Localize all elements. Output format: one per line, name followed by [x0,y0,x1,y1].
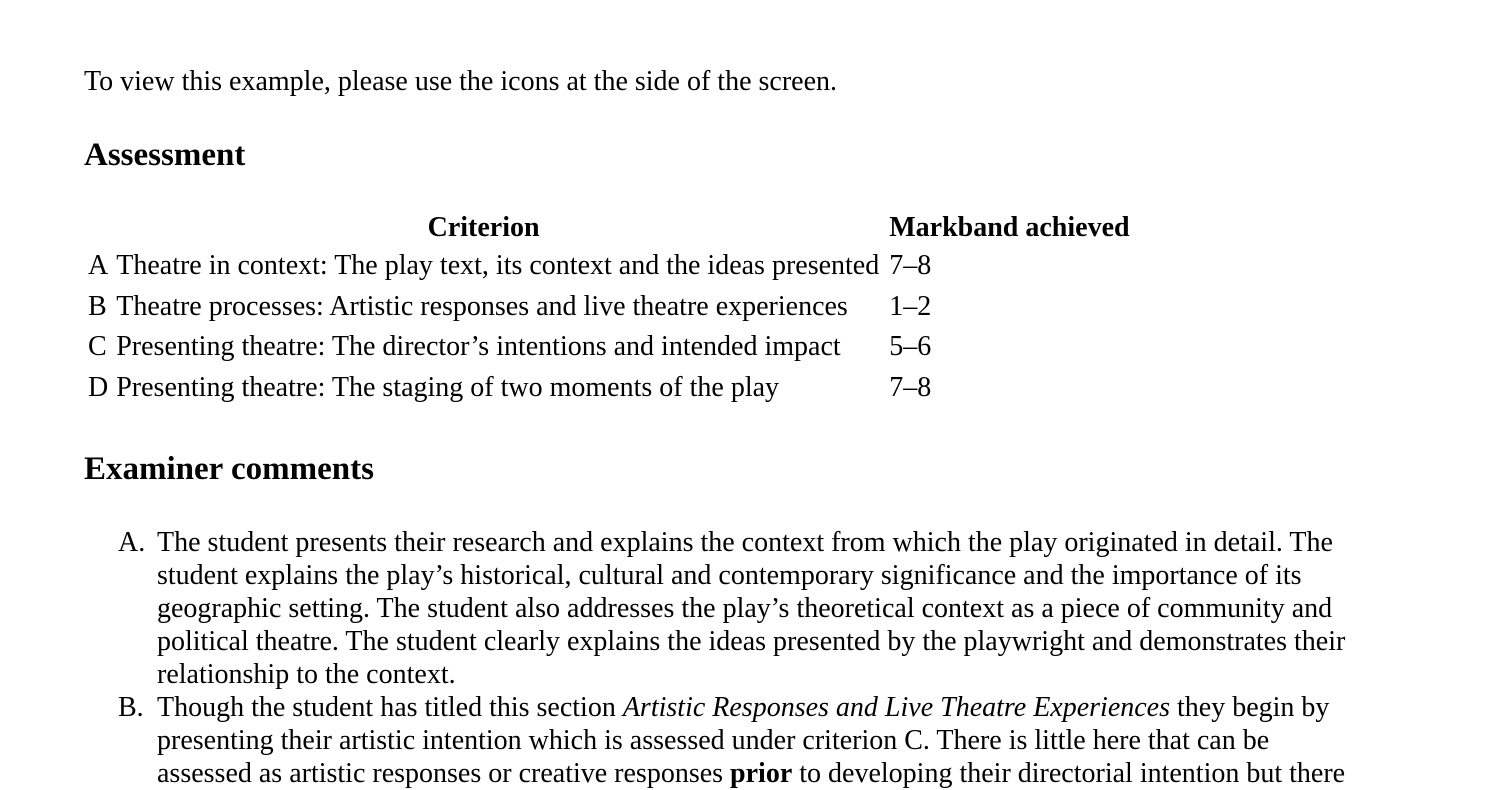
comment-text: Though the student has titled this section [157,692,623,723]
markband-value: 1–2 [889,290,932,322]
intro-text: To view this example, please use the icons at the side of the screen. [84,66,838,97]
criterion-letter: C [88,331,107,362]
criterion-text: Theatre in context: The play text, its context and the ideas presented [116,250,880,281]
criterion-letter: D [88,371,109,403]
comment-label: A. [118,527,146,558]
comment-line: presenting their artistic intention which is assessed under criterion C. There is little here that can be [157,725,1270,756]
criterion-letter: B [88,290,107,322]
table-row [84,291,1134,332]
comment-text: they begin by [1170,692,1330,723]
assessment-heading: Assessment [84,137,246,173]
comment-line [157,757,1345,790]
criterion-letter: A [88,250,109,281]
table-row [84,331,1134,372]
table-row [84,372,1134,413]
examiner-comments-heading: Examiner comments [84,451,374,487]
comment-line: geographic setting. The student also addresses the play’s theoretical context as a piece of community and [157,593,1333,624]
assessment-table [84,212,1134,412]
criterion-text: Presenting theatre: The director’s intentions and intended impact [116,331,841,362]
comment-line: The student presents their research and explains the context from which the play originated in detail. The [157,527,1333,558]
comment-line: student explains the play’s historical, cultural and contemporary significance and the importance of its [157,560,1302,591]
markband-value: 7–8 [889,250,932,281]
comment-line: political theatre. The student clearly explains the ideas presented by the playwright and demonstrates their [157,626,1346,657]
comment-text: to developing their directorial intention but there [792,758,1346,789]
criterion-text: Presenting theatre: The staging of two moments of the play [116,371,780,403]
markband-value: 7–8 [889,371,932,403]
comment-line [157,691,1345,724]
bold-emphasis: prior [730,758,793,789]
criterion-text: Theatre processes: Artistic responses and live theatre experiences [116,290,848,322]
criterion-header: Criterion [427,212,540,243]
table-row [84,250,1134,291]
markband-header: Markband achieved [889,212,1130,243]
markband-value: 5–6 [889,331,932,362]
comment-text: assessed as artistic responses or creative responses [157,758,731,789]
comment-item [118,526,1345,691]
italic-title: Artistic Responses and Live Theatre Experiences [622,692,1171,723]
comment-label: B. [118,692,144,723]
comment-line: relationship to the context. [157,659,456,690]
examiner-comments-list [118,526,1345,790]
comment-item [118,691,1345,790]
